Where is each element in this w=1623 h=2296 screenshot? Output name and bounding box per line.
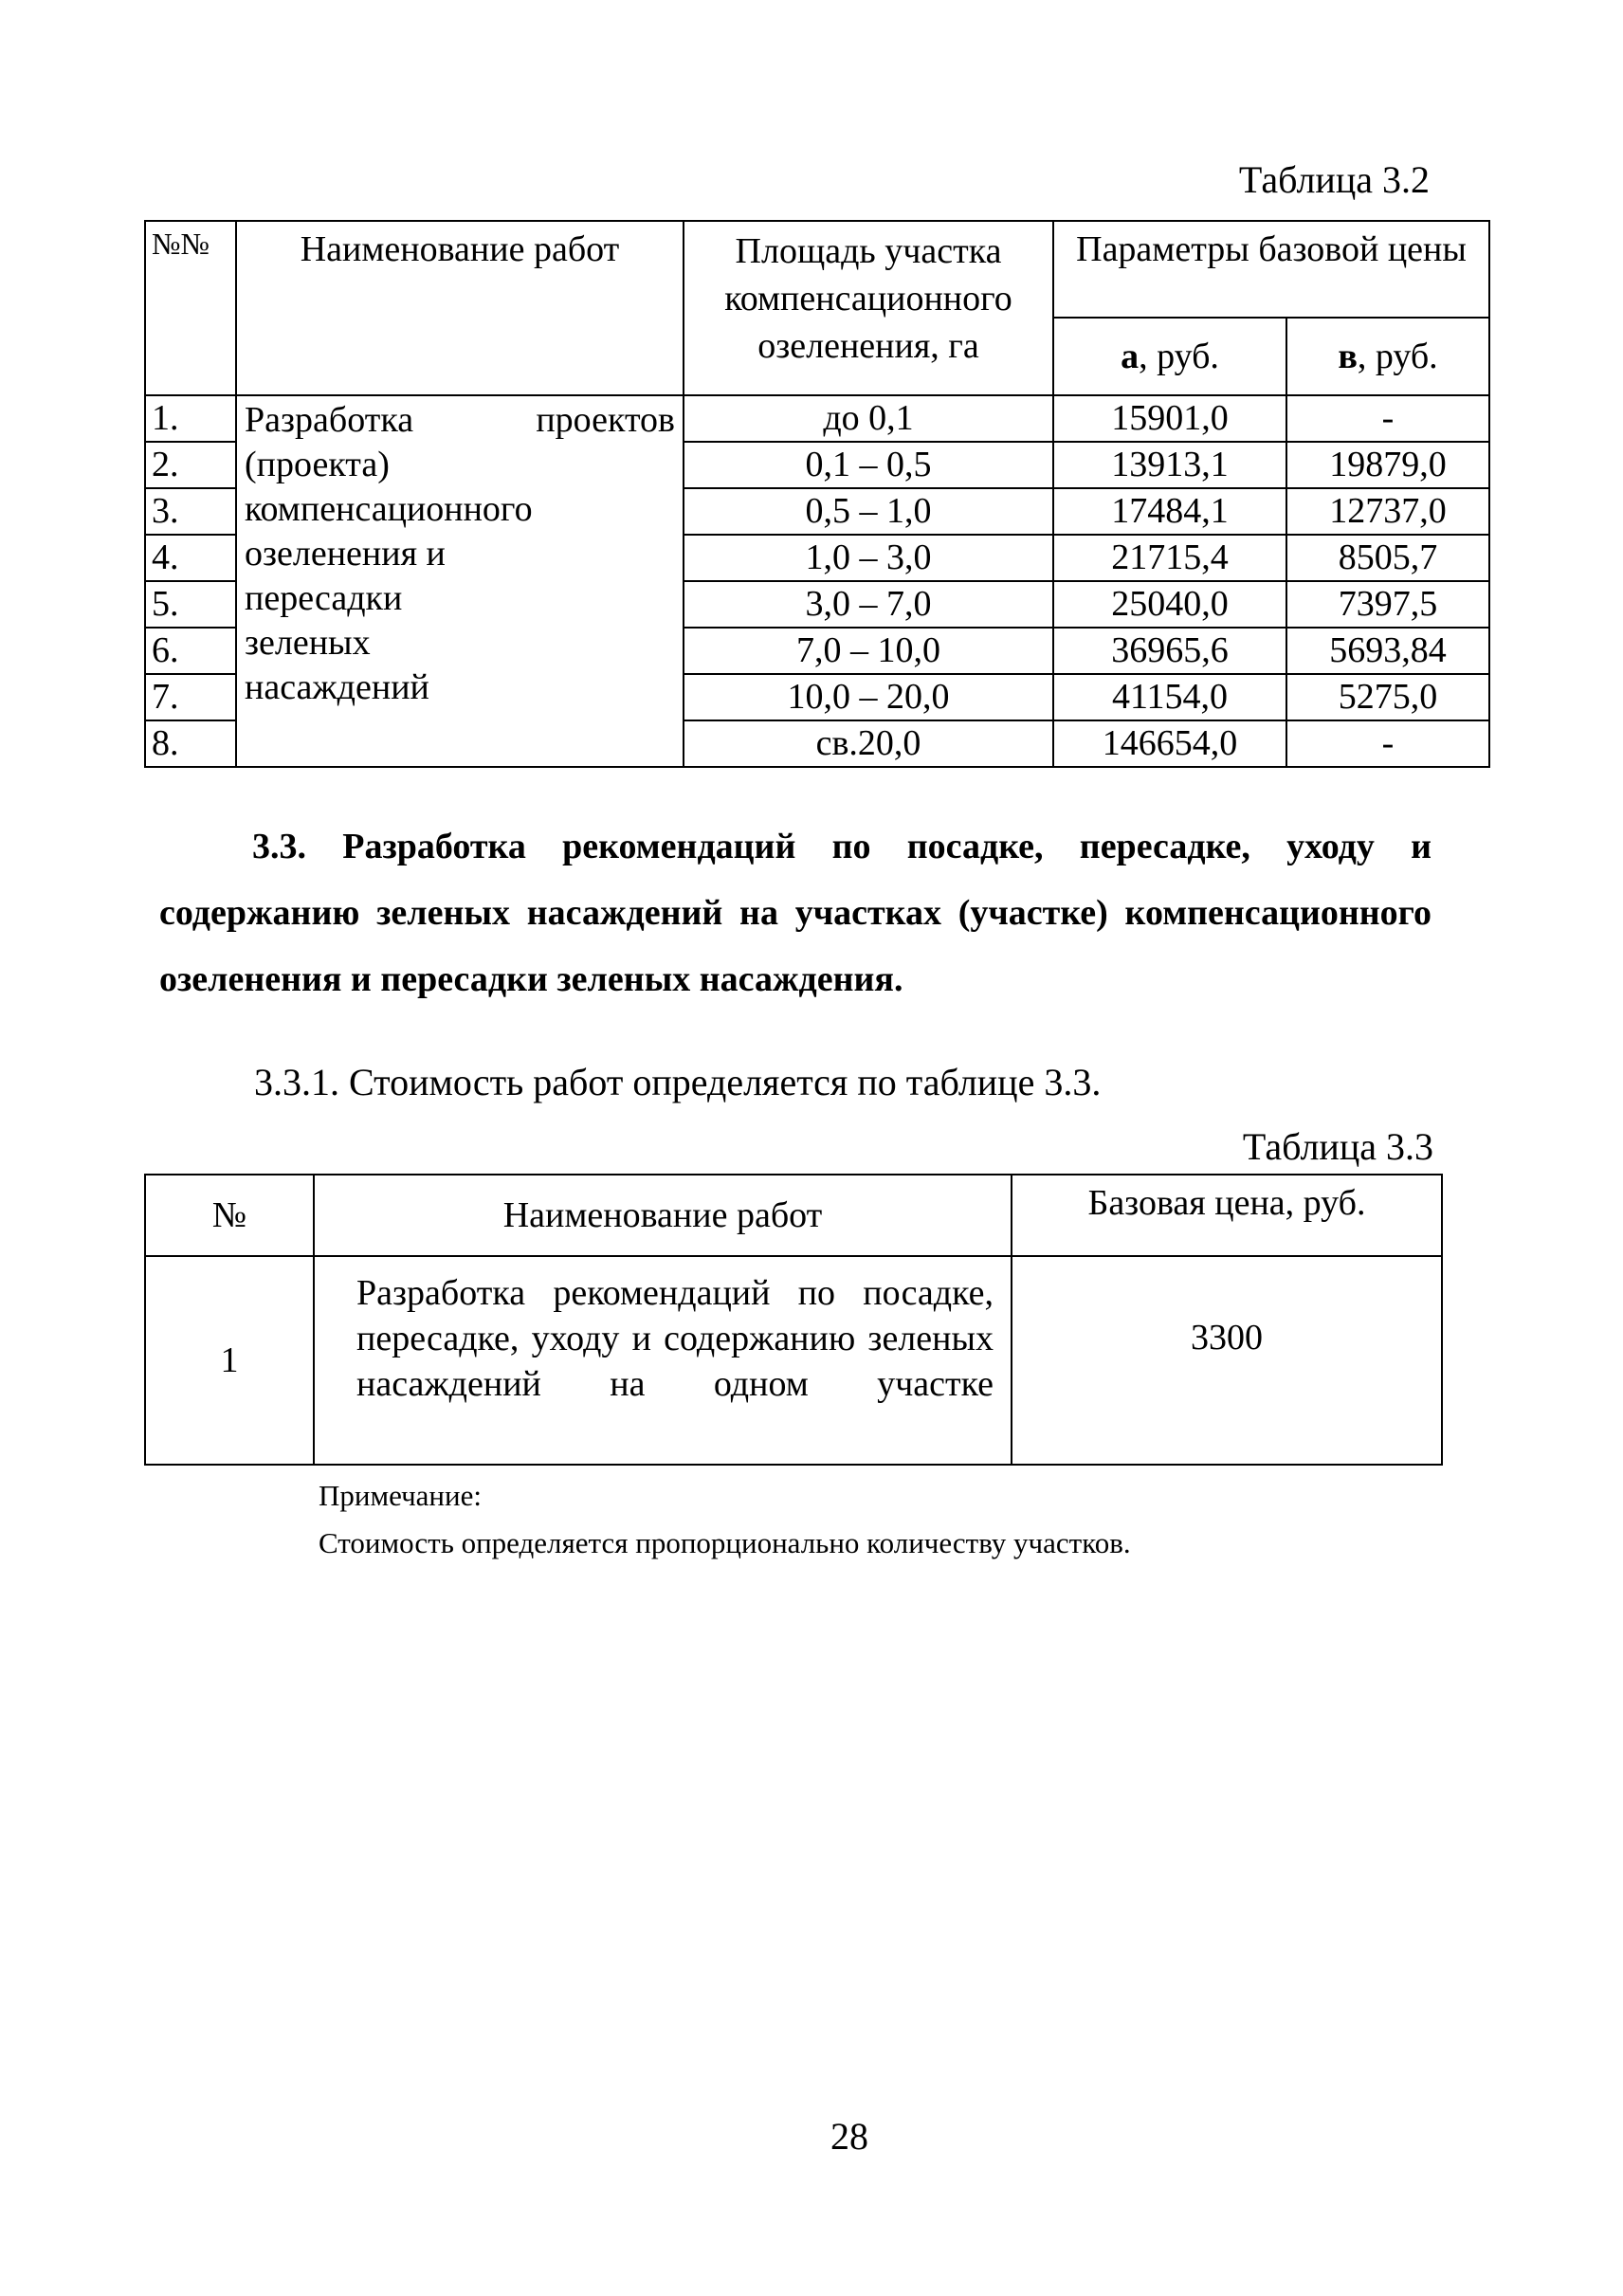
note-text: Стоимость определяется пропорционально количеству участков. — [319, 1526, 1131, 1559]
table-row — [145, 1256, 1442, 1465]
header-b: в, руб. — [1286, 318, 1489, 395]
table-row: 8. св.20,0 146654,0 - — [145, 720, 1489, 767]
t33-row-price: 3300 — [1012, 1256, 1442, 1465]
table-3-2-caption: Таблица 3.2 — [1238, 158, 1430, 201]
t33-header-price: Базовая цена, руб. — [1012, 1175, 1442, 1256]
header-work-name: Наименование работ — [236, 221, 684, 395]
table-row: 2. 0,1 – 0,5 13913,1 19879,0 — [145, 442, 1489, 488]
table-row: 7. 10,0 – 20,0 41154,0 5275,0 — [145, 674, 1489, 720]
table-row: 5. 3,0 – 7,0 25040,0 7397,5 — [145, 581, 1489, 628]
table-3-2 — [144, 220, 1490, 768]
t33-row-name: Разработка рекомендаций по посадке, пересадке, уходу и содержанию зеленых насаждений на одном участке — [314, 1256, 1012, 1465]
table-3-3 — [144, 1174, 1443, 1466]
header-area: Площадь участка компенсационного озеленения, га — [684, 221, 1053, 395]
table-3-3-caption: Таблица 3.3 — [1242, 1125, 1433, 1168]
header-price-params: Параметры базовой цены — [1053, 221, 1489, 318]
page-number: 28 — [830, 2115, 868, 2158]
t33-header-name: Наименование работ — [314, 1175, 1012, 1256]
header-a: а, руб. — [1053, 318, 1286, 395]
table-row: 6. 7,0 – 10,0 36965,6 5693,84 — [145, 628, 1489, 674]
work-name-cell: Разработка проектов (проекта) компенсационного озеленения и пересадки зеленых насаждений — [236, 395, 684, 767]
t33-row-num: 1 — [145, 1256, 314, 1465]
note-title: Примечание: — [319, 1479, 482, 1512]
table-row: 3. 0,5 – 1,0 17484,1 12737,0 — [145, 488, 1489, 535]
paragraph-3-3-1: 3.3.1. Стоимость работ определяется по таблице 3.3. — [254, 1061, 1102, 1103]
header-num: №№ — [145, 221, 236, 395]
table-row: 1. Разработка проектов (проекта) компенсационного озеленения и пересадки зеленых насаждений до 0,1 15901,0 - — [145, 395, 1489, 442]
section-3-3-heading: 3.3. Разработка рекомендаций по посадке, пересадке, уходу и содержанию зеленых насаждений на участках (участке) компенсационного озеленения и пересадки зеленых насаждения. — [159, 827, 1432, 999]
table-row: 4. 1,0 – 3,0 21715,4 8505,7 — [145, 535, 1489, 581]
t33-header-num: № — [145, 1175, 314, 1256]
